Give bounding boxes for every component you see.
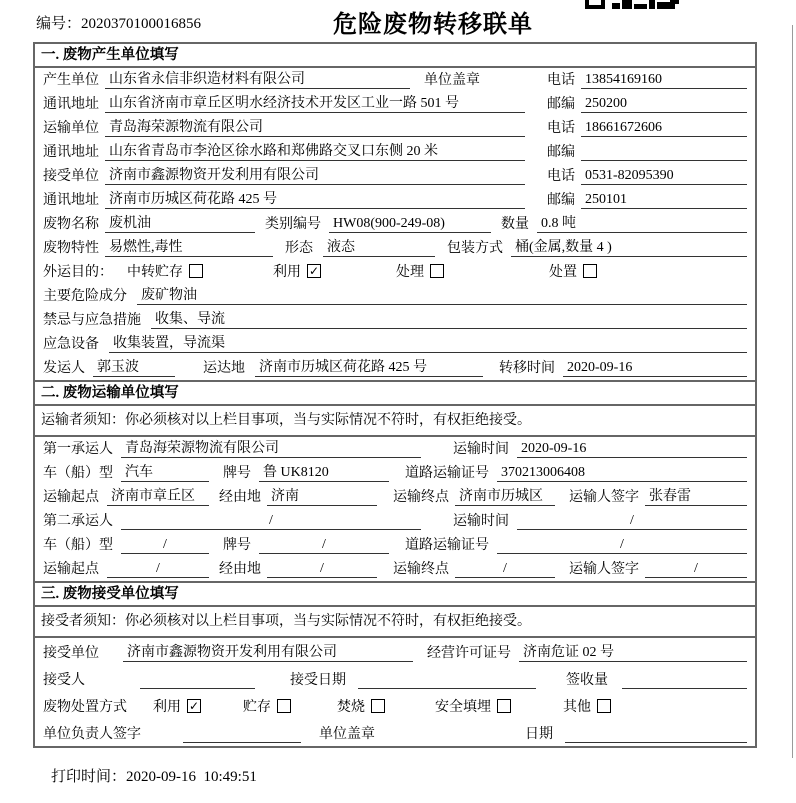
purpose-option-treat: [396, 261, 444, 281]
checkbox-dispose: [583, 264, 597, 278]
transport-time-label: 运输时间: [453, 442, 509, 457]
first-carrier-row: [35, 437, 755, 461]
plate-value-2: /: [259, 537, 389, 554]
receiver-address-row: [35, 188, 755, 212]
carrier-sign-label: 运输人签字: [569, 562, 639, 577]
packing-value: 桶(金属,数量 4 ): [511, 236, 747, 257]
category-value: HW08(900-249-08): [329, 216, 491, 233]
checkbox-disposal-incinerate: [371, 699, 385, 713]
checkbox-treat: [430, 264, 444, 278]
carrier-sign-value: 张春雷: [645, 485, 747, 506]
producer-address-value: 山东省济南市章丘区明水经济技术开发区工业一路 501 号: [105, 92, 525, 113]
date-label: 日期: [525, 727, 553, 742]
signed-amount-label: 签收量: [566, 673, 608, 688]
checkbox-utilize-checked: ✓: [308, 264, 320, 278]
disposal-option-landfill: [435, 696, 511, 716]
receiver-phone-group: [547, 165, 747, 185]
taboo-measures-row: [35, 308, 755, 332]
producer-zip-value: 250200: [581, 96, 747, 113]
quantity-label: 数量: [501, 217, 529, 232]
first-carrier-value: 青岛海荣源物流有限公司: [121, 437, 421, 458]
unit-seal-label: 单位盖章: [424, 73, 480, 88]
transfer-time-value: 2020-09-16: [563, 360, 747, 377]
option-label: 焚烧: [337, 700, 365, 715]
transporter-phone-value: 18661672606: [581, 120, 747, 137]
route-end-label: 运输终点: [393, 490, 449, 505]
section-transporter: [35, 380, 755, 581]
route-end-label: 运输终点: [393, 562, 449, 577]
responsible-sign-label: 单位负责人签字: [43, 727, 141, 742]
route-origin-label: 运输起点: [43, 490, 99, 505]
transfer-purpose-row: [35, 260, 755, 284]
print-time-value: 2020-09-16 10:49:51: [126, 769, 257, 785]
section-producer: [35, 44, 755, 380]
waste-name-label: 废物名称: [43, 217, 99, 232]
destination-label: 运达地: [203, 361, 245, 376]
producer-phone-value: 13854169160: [581, 72, 747, 89]
vehicle-type-label: 车（船）型: [43, 466, 113, 481]
phone-label: 电话: [547, 169, 575, 184]
responsible-sign-row: [35, 719, 755, 746]
disposal-option-incinerate: [337, 696, 385, 716]
transporter-zip-group: [547, 141, 747, 161]
taboo-label: 禁忌与应急措施: [43, 313, 141, 328]
disposal-option-utilize: [153, 696, 201, 716]
purpose-label: 外运目的：: [43, 265, 113, 280]
date-value-empty: [565, 742, 747, 743]
page-edge-line: [792, 25, 793, 758]
purpose-option-storage: [127, 261, 203, 281]
hazard-label: 主要危险成分: [43, 289, 127, 304]
phone-label: 电话: [547, 73, 575, 88]
print-time: [36, 748, 257, 803]
option-label: 处理: [396, 265, 424, 280]
receiver-row: [35, 164, 755, 188]
receiver-address-value: 济南市历城区荷花路 425 号: [105, 188, 525, 209]
waste-name-value: 废机油: [105, 212, 255, 233]
section3-header: 三. 废物接受单位填写: [35, 583, 755, 607]
producer-row: [35, 68, 755, 92]
route-via-value: 济南: [267, 485, 377, 506]
zip-label: 邮编: [547, 193, 575, 208]
zip-label: 邮编: [547, 97, 575, 112]
form-label: 形态: [285, 241, 313, 256]
plate-label: 牌号: [223, 466, 251, 481]
emergency-equipment-row: [35, 332, 755, 356]
road-permit-value: 370213006408: [497, 465, 747, 482]
accept-date-label: 接受日期: [290, 673, 346, 688]
receiver-notice: 接受者须知：你必须核对以上栏目事项，当与实际情况不符时，有权拒绝接受。: [35, 607, 755, 638]
hazard-component-row: [35, 284, 755, 308]
hazard-value: 废矿物油: [137, 284, 747, 305]
carrier-sign-label: 运输人签字: [569, 490, 639, 505]
accept-person-value-empty: [140, 688, 255, 689]
accept-person-label: 接受人: [43, 673, 85, 688]
waste-traits-row: [35, 236, 755, 260]
destination-value: 济南市历城区荷花路 425 号: [255, 356, 483, 377]
traits-label: 废物特性: [43, 241, 99, 256]
receiver-zip-group: [547, 189, 747, 209]
plate-value: 鲁 UK8120: [259, 461, 389, 482]
packing-label: 包装方式: [447, 241, 503, 256]
disposal-option-store: [243, 696, 291, 716]
second-carrier-label: 第二承运人: [43, 514, 113, 529]
carrier-sign-value-2: /: [645, 561, 747, 578]
checkbox-disposal-utilize-checked: ✓: [188, 699, 200, 713]
transport-time-value: 2020-09-16: [517, 441, 747, 458]
route-via-label: 经由地: [219, 562, 261, 577]
section-receiver: [35, 581, 755, 746]
receiver-phone-value: 0531-82095390: [581, 168, 747, 185]
option-label: 安全填埋: [435, 700, 491, 715]
route-origin-label: 运输起点: [43, 562, 99, 577]
section2-header: 二. 废物运输单位填写: [35, 382, 755, 406]
accept-unit-label: 接受单位: [43, 646, 99, 661]
route-end-value-2: /: [455, 561, 555, 578]
address-label: 通讯地址: [43, 97, 99, 112]
checkbox-disposal-landfill: [497, 699, 511, 713]
transporter-zip-value-empty: [581, 160, 747, 161]
equipment-label: 应急设备: [43, 337, 99, 352]
responsible-sign-value-empty: [183, 742, 301, 743]
print-time-label: 打印时间：: [51, 769, 127, 785]
vehicle-type-label: 车（船）型: [43, 538, 113, 553]
doc-number-label: 编号：: [36, 16, 82, 32]
accept-unit-row: [35, 638, 755, 665]
option-label: 利用: [273, 265, 301, 280]
transporter-phone-group: [547, 117, 747, 137]
route-via-value-2: /: [267, 561, 377, 578]
receiver-label: 接受单位: [43, 169, 99, 184]
category-label: 类别编号: [265, 217, 321, 232]
license-label: 经营许可证号: [427, 646, 511, 661]
address-label: 通讯地址: [43, 193, 99, 208]
purpose-option-utilize: [273, 261, 321, 281]
option-label: 其他: [563, 700, 591, 715]
phone-label: 电话: [547, 121, 575, 136]
license-value: 济南危证 02 号: [519, 641, 747, 662]
signed-amount-value-empty: [622, 688, 747, 689]
option-label: 贮存: [243, 700, 271, 715]
first-carrier-label: 第一承运人: [43, 442, 113, 457]
option-label: 利用: [153, 700, 181, 715]
option-label: 中转贮存: [127, 265, 183, 280]
taboo-value: 收集、导流: [151, 308, 747, 329]
transport-time-value-2: /: [517, 513, 747, 530]
checkbox-disposal-store: [277, 699, 291, 713]
purpose-option-dispose: [549, 261, 597, 281]
dispatch-row: [35, 356, 755, 380]
transporter-label: 运输单位: [43, 121, 99, 136]
accept-unit-value: 济南市鑫源物资开发利用有限公司: [123, 641, 413, 662]
producer-label: 产生单位: [43, 73, 99, 88]
form-value: 液态: [323, 236, 435, 257]
unit-seal-label: 单位盖章: [319, 727, 375, 742]
transporter-value: 青岛海荣源物流有限公司: [105, 116, 525, 137]
first-route-row: [35, 485, 755, 509]
producer-address-row: [35, 92, 755, 116]
qr-code-fragment-icon: [585, 0, 681, 10]
section1-header: 一. 废物产生单位填写: [35, 44, 755, 68]
checkbox-disposal-other: [597, 699, 611, 713]
route-origin-value-2: /: [107, 561, 209, 578]
shipper-label: 发运人: [43, 361, 85, 376]
road-permit-label: 道路运输证号: [405, 466, 489, 481]
road-permit-value-2: /: [497, 537, 747, 554]
transporter-address-row: [35, 140, 755, 164]
quantity-value: 0.8 吨: [537, 212, 747, 233]
vehicle-type-value-2: /: [121, 537, 209, 554]
waste-name-row: [35, 212, 755, 236]
second-carrier-value: /: [121, 513, 421, 530]
first-vehicle-row: [35, 461, 755, 485]
zip-label: 邮编: [547, 145, 575, 160]
route-end-value: 济南市历城区: [455, 485, 555, 506]
receiver-value: 济南市鑫源物资开发利用有限公司: [105, 164, 525, 185]
transfer-time-label: 转移时间: [499, 361, 555, 376]
route-via-label: 经由地: [219, 490, 261, 505]
transporter-notice: 运输者须知：你必须核对以上栏目事项，当与实际情况不符时，有权拒绝接受。: [35, 406, 755, 437]
accept-person-row: [35, 665, 755, 692]
accept-date-value-empty: [358, 688, 536, 689]
doc-number-value: 2020370100016856: [81, 16, 202, 32]
page-title: 危险废物转移联单: [333, 12, 533, 38]
producer-value: 山东省永信非织造材料有限公司: [105, 68, 410, 89]
checkbox-storage: [189, 264, 203, 278]
traits-value: 易燃性,毒性: [105, 236, 273, 257]
vehicle-type-value: 汽车: [121, 461, 209, 482]
shipper-value: 郭玉波: [93, 356, 175, 377]
equipment-value: 收集装置，导流渠: [109, 332, 747, 353]
second-vehicle-row: [35, 533, 755, 557]
route-origin-value: 济南市章丘区: [107, 485, 209, 506]
option-label: 处置: [549, 265, 577, 280]
producer-phone-group: [547, 69, 747, 89]
second-carrier-row: [35, 509, 755, 533]
disposal-label: 废物处置方式: [43, 700, 127, 715]
transporter-address-value: 山东省青岛市李沧区徐水路和郑佛路交叉口东侧 20 米: [105, 140, 525, 161]
plate-label: 牌号: [223, 538, 251, 553]
producer-zip-group: [547, 93, 747, 113]
second-route-row: [35, 557, 755, 581]
road-permit-label: 道路运输证号: [405, 538, 489, 553]
doc-number: [36, 12, 201, 33]
disposal-method-row: [35, 692, 755, 719]
manifest-table: [33, 42, 757, 748]
transporter-row: [35, 116, 755, 140]
disposal-option-other: [563, 696, 611, 716]
address-label: 通讯地址: [43, 145, 99, 160]
transport-time-label: 运输时间: [453, 514, 509, 529]
receiver-zip-value: 250101: [581, 192, 747, 209]
